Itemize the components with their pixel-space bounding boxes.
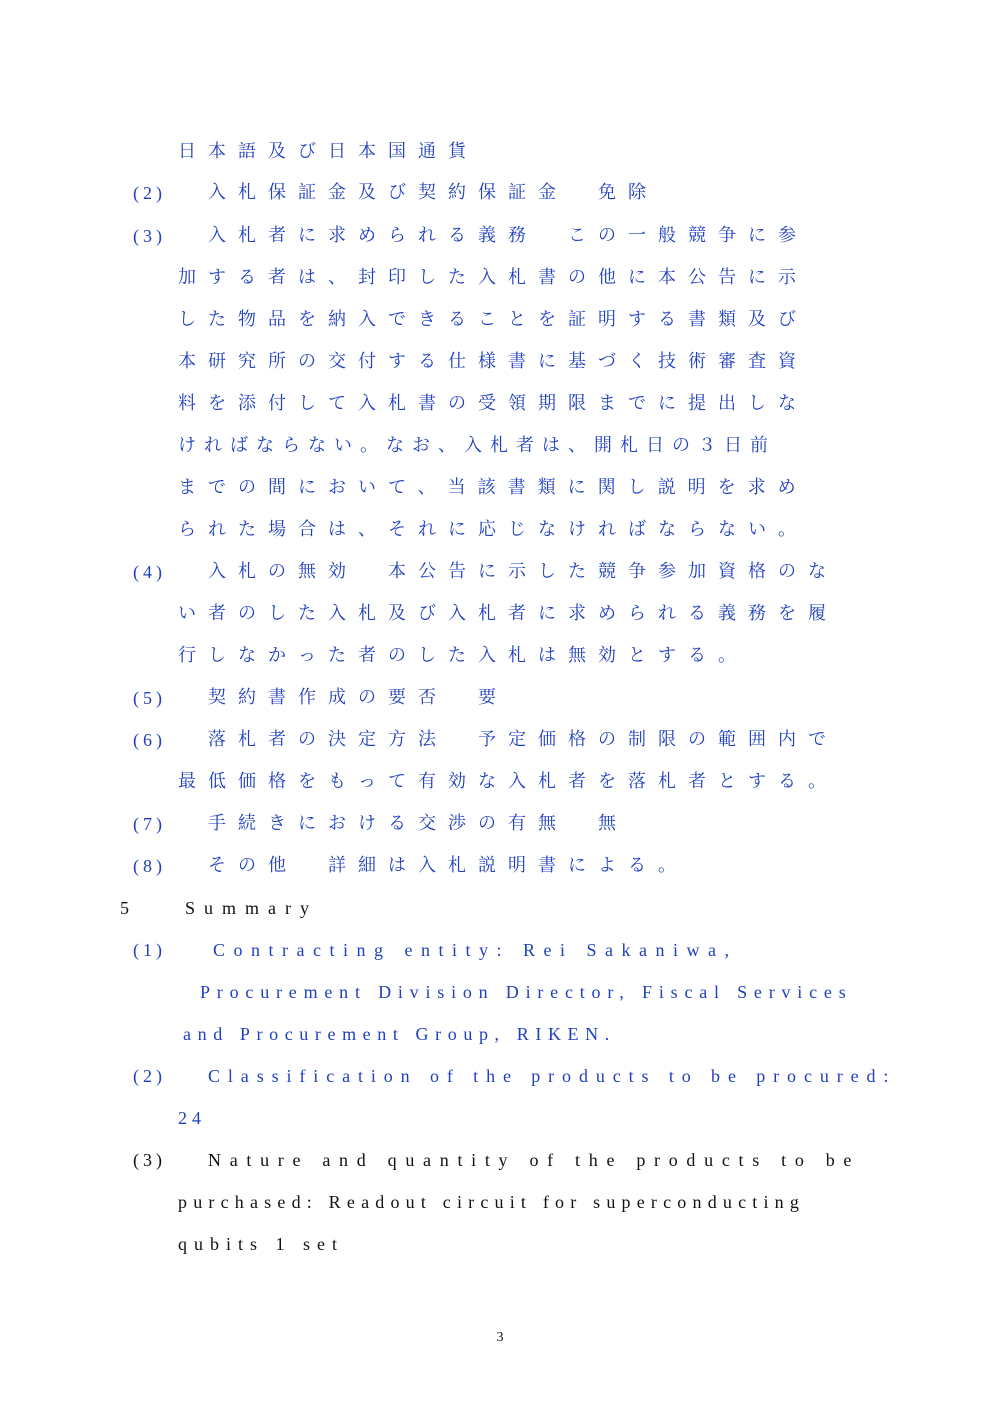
item-2-text: 入札保証金及び契約保証金 免除 [208,182,658,203]
item-4-line-b: い者のした入札及び入札者に求められる義務を履 [178,603,838,624]
item-3-line-a: 入札者に求められる義務 この一般競争に参 [208,225,808,246]
item-3-line-g: までの間において、当該書類に関し説明を求め [178,477,808,498]
item-3-line-e: 料を添付して入札書の受領期限までに提出しな [178,393,808,414]
item-7-text: 手続きにおける交渉の有無 無 [208,813,628,834]
item-4-line-a: 入札の無効 本公告に示した競争参加資格のな [208,561,838,582]
summary-1-line-b: Procurement Division Director, Fiscal Services [200,982,853,1002]
item-8-text: その他 詳細は入札説明書による。 [208,855,688,876]
summary-3-number: (3) [133,1150,166,1170]
summary-2-line-a: Classification of the products to be procured: [208,1066,897,1086]
item-6-number: (6) [133,730,166,750]
item-4-number: (4) [133,562,166,582]
item-3-line-c: した物品を納入できることを証明する書類及び [178,309,808,330]
summary-2-number: (2) [133,1066,166,1086]
item-6-line-a: 落札者の決定方法 予定価格の制限の範囲内で [208,729,838,750]
item-5-number: (5) [133,688,166,708]
item-3-line-f: ければならない。なお、入札者は、開札日の３日前 [178,435,776,456]
summary-3-line-b: purchased: Readout circuit for superconducting [178,1192,806,1212]
item-3-number: (3) [133,226,166,246]
item-3-line-h: られた場合は、それに応じなければならない。 [178,519,808,540]
item-6-line-b: 最低価格をもって有効な入札者を落札者とする。 [178,771,838,792]
section-5-number: 5 [120,898,133,918]
summary-1-number: (1) [133,940,166,960]
item-2-number: (2) [133,183,166,203]
item-4-line-c: 行しなかった者のした入札は無効とする。 [178,645,748,666]
section-5-title: Summary [185,898,318,918]
summary-3-line-a: Nature and quantity of the products to be [208,1150,861,1170]
summary-1-line-c: and Procurement Group, RIKEN. [183,1024,616,1044]
item-5-text: 契約書作成の要否 要 [208,687,508,708]
item-8-number: (8) [133,856,166,876]
item-3-line-b: 加する者は、封印した入札書の他に本公告に示 [178,267,808,288]
summary-3-line-c: qubits 1 set [178,1234,345,1254]
summary-1-line-a: Contracting entity: Rei Sakaniwa, [213,940,738,960]
summary-2-line-b: 24 [178,1108,206,1128]
currency-line: 日本語及び日本国通貨 [178,141,478,162]
item-3-line-d: 本研究所の交付する仕様書に基づく技術審査資 [178,351,808,372]
item-7-number: (7) [133,814,166,834]
page-number: 3 [496,1330,504,1345]
